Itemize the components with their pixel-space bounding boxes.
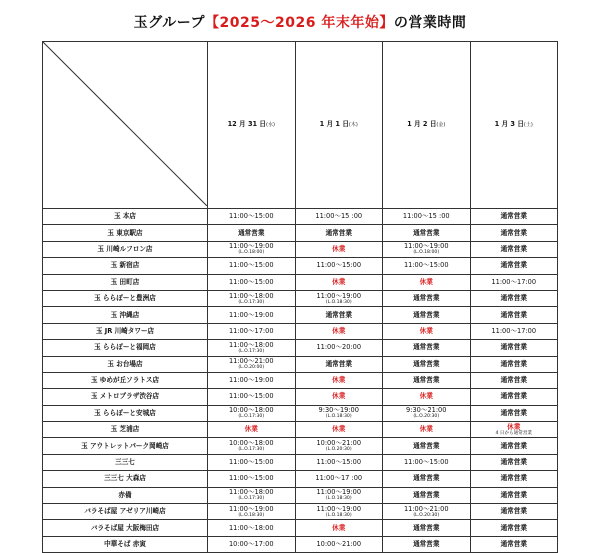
- store-name: 玉 本店: [43, 209, 208, 225]
- hours-text: 11:00～15:00: [403, 261, 449, 270]
- hours-text: 通常営業: [500, 507, 527, 516]
- hours-text: 11:00～19:00: [316, 488, 362, 497]
- schedule-table: [42, 41, 558, 553]
- hours-cell: [470, 340, 558, 356]
- table-row: [43, 471, 558, 487]
- hours-cell: [470, 323, 558, 339]
- hours-text: 通常営業: [500, 376, 527, 385]
- table-row: [43, 422, 558, 438]
- hours-cell: [383, 290, 471, 306]
- hours-cell: [383, 241, 471, 257]
- store-name: 玉 東京駅店: [43, 225, 208, 241]
- hours-cell: [295, 405, 383, 421]
- table-row: [43, 307, 558, 323]
- hours-text: 11:00～21:00: [228, 357, 274, 366]
- title-suffix: の営業時間: [393, 15, 467, 31]
- hours-cell: [208, 241, 296, 257]
- hours-cell: [295, 225, 383, 241]
- hours-text: 休業: [419, 392, 433, 401]
- hours-cell: [470, 536, 558, 552]
- table-row: [43, 372, 558, 388]
- hours-text: 通常営業: [500, 392, 527, 401]
- hours-text: 休業: [507, 422, 521, 431]
- hours-cell: [383, 340, 471, 356]
- hours-cell: [470, 290, 558, 306]
- store-name: 玉 ららぽーと豊洲店: [43, 290, 208, 306]
- table-row: [43, 258, 558, 274]
- store-name: バラそば屋 アゼリア川崎店: [43, 504, 208, 520]
- hours-cell: [208, 290, 296, 306]
- hours-cell: [383, 487, 471, 503]
- hours-text: 11:00～15 :00: [315, 212, 363, 221]
- last-order-note: (L.O.20:30): [413, 414, 440, 420]
- hours-text: 11:00～15:00: [228, 277, 274, 286]
- hours-text: 休業: [332, 277, 346, 286]
- hours-cell: [383, 307, 471, 323]
- hours-cell: [208, 209, 296, 225]
- hours-text: 通常営業: [413, 523, 440, 532]
- hours-cell: [295, 422, 383, 438]
- hours-text: 休業: [332, 523, 346, 532]
- hours-text: 通常営業: [413, 490, 440, 499]
- hours-cell: [295, 454, 383, 470]
- hours-cell: [383, 389, 471, 405]
- hours-text: 休業: [332, 376, 346, 385]
- header-row: [43, 42, 558, 209]
- hours-text: 休業: [419, 326, 433, 335]
- hours-cell: [295, 504, 383, 520]
- hours-text: 通常営業: [500, 244, 527, 253]
- last-order-note: (L.O.18:30): [325, 414, 352, 420]
- hours-cell: [295, 323, 383, 339]
- hours-cell: [208, 454, 296, 470]
- hours-text: 11:00～17:00: [491, 277, 537, 286]
- hours-text: 通常営業: [413, 228, 440, 237]
- hours-cell: [208, 389, 296, 405]
- hours-cell: [383, 422, 471, 438]
- hours-cell: [208, 356, 296, 372]
- table-row: [43, 340, 558, 356]
- hours-cell: [295, 372, 383, 388]
- hours-cell: [470, 422, 558, 438]
- hours-cell: [470, 241, 558, 257]
- hours-text: 10:00～18:00: [228, 439, 274, 448]
- hours-cell: [470, 356, 558, 372]
- hours-cell: [470, 274, 558, 290]
- hours-text: 11:00～19:00: [228, 376, 274, 385]
- hours-cell: [208, 372, 296, 388]
- hours-text: 通常営業: [500, 490, 527, 499]
- store-name: 玉 ゆめが丘ソラトス店: [43, 372, 208, 388]
- hours-text: 11:00～15:00: [228, 392, 274, 401]
- hours-text: 休業: [244, 425, 258, 434]
- hours-cell: [383, 274, 471, 290]
- store-name: 玉 メトロプラザ渋谷店: [43, 389, 208, 405]
- hours-cell: [295, 471, 383, 487]
- table-row: [43, 454, 558, 470]
- hours-text: 通常営業: [500, 408, 527, 417]
- header-date-4: 1 月 3 日(土): [470, 42, 558, 209]
- hours-cell: [208, 471, 296, 487]
- hours-cell: [295, 356, 383, 372]
- hours-text: 10:00～21:00: [316, 439, 362, 448]
- hours-text: 通常営業: [500, 474, 527, 483]
- table-row: [43, 225, 558, 241]
- hours-cell: [208, 340, 296, 356]
- hours-text: 通常営業: [500, 310, 527, 319]
- page-title: [0, 12, 600, 32]
- hours-cell: [383, 536, 471, 552]
- store-name: 玉 アウトレットパーク岡崎店: [43, 438, 208, 454]
- hours-cell: [295, 274, 383, 290]
- store-name: 玉 川崎ルフロン店: [43, 241, 208, 257]
- hours-text: 通常営業: [500, 441, 527, 450]
- table-row: [43, 438, 558, 454]
- hours-text: 休業: [419, 425, 433, 434]
- hours-text: 通常営業: [325, 310, 352, 319]
- last-order-note: (L.O.17:30): [238, 447, 265, 453]
- hours-text: 11:00～18:00: [228, 488, 274, 497]
- hours-text: 通常営業: [413, 343, 440, 352]
- hours-text: 11:00～19:00: [316, 291, 362, 300]
- hours-cell: [470, 372, 558, 388]
- hours-text: 休業: [332, 392, 346, 401]
- hours-text: 10:00～17:00: [228, 540, 274, 548]
- hours-cell: [295, 340, 383, 356]
- hours-cell: [470, 471, 558, 487]
- last-order-note: (L.O.20:00): [238, 365, 265, 371]
- hours-text: 11:00～15:00: [403, 458, 449, 467]
- hours-cell: [470, 438, 558, 454]
- hours-cell: [383, 258, 471, 274]
- title-period: 【2025～2026 年末年始】: [205, 15, 394, 31]
- store-name: 玉 ららぽーと安城店: [43, 405, 208, 421]
- hours-cell: [295, 389, 383, 405]
- diagonal-line: [43, 42, 207, 206]
- last-order-note: (L.O.17:30): [238, 299, 265, 305]
- hours-cell: [295, 290, 383, 306]
- hours-cell: [470, 209, 558, 225]
- hours-text: 9:30～19:00: [318, 406, 359, 415]
- last-order-note: 4 日から通常営業: [495, 430, 533, 436]
- store-name: 玉 沖縄店: [43, 307, 208, 323]
- store-name: バラそば屋 大阪梅田店: [43, 520, 208, 536]
- last-order-note: (L.O.20:30): [413, 512, 440, 518]
- table-row: [43, 520, 558, 536]
- store-name: 玉 新宿店: [43, 258, 208, 274]
- table-row: [43, 536, 558, 552]
- last-order-note: (L.O.20:30): [325, 447, 352, 453]
- hours-text: 11:00～15 :00: [402, 212, 450, 221]
- corner-cell: [43, 42, 208, 209]
- last-order-note: (L.O.18:30): [325, 512, 352, 518]
- hours-text: 通常営業: [500, 343, 527, 352]
- table-row: [43, 356, 558, 372]
- hours-cell: [383, 372, 471, 388]
- header-date-2: 1 月 1 日(木): [295, 42, 383, 209]
- hours-cell: [383, 405, 471, 421]
- hours-text: 10:00～18:00: [228, 406, 274, 415]
- hours-text: 休業: [419, 277, 433, 286]
- hours-text: 通常営業: [413, 540, 440, 548]
- hours-cell: [208, 323, 296, 339]
- hours-text: 11:00～15:00: [228, 212, 274, 221]
- hours-text: 11:00～21:00: [403, 504, 449, 513]
- title-prefix: 玉グループ: [133, 15, 206, 31]
- hours-text: 通常営業: [325, 228, 352, 237]
- hours-cell: [383, 356, 471, 372]
- hours-cell: [295, 209, 383, 225]
- hours-text: 11:00～19:00: [228, 504, 274, 513]
- hours-text: 通常営業: [413, 294, 440, 303]
- hours-text: 通常営業: [413, 441, 440, 450]
- hours-text: 通常営業: [500, 212, 527, 221]
- hours-text: 11:00～15:00: [228, 458, 274, 467]
- store-name: 玉 お台場店: [43, 356, 208, 372]
- hours-text: 休業: [332, 326, 346, 335]
- hours-text: 通常営業: [500, 261, 527, 270]
- hours-cell: [208, 307, 296, 323]
- hours-text: 通常営業: [500, 359, 527, 368]
- hours-cell: [383, 438, 471, 454]
- store-name: 玉 ららぽーと福岡店: [43, 340, 208, 356]
- hours-text: 11:00～20:00: [316, 343, 362, 352]
- last-order-note: (L.O.17:30): [238, 348, 265, 354]
- hours-text: 通常営業: [238, 228, 265, 237]
- hours-text: 通常営業: [500, 523, 527, 532]
- store-name: 玉 田町店: [43, 274, 208, 290]
- hours-cell: [470, 487, 558, 503]
- hours-cell: [295, 258, 383, 274]
- store-name: 赤備: [43, 487, 208, 503]
- hours-cell: [208, 405, 296, 421]
- hours-cell: [208, 274, 296, 290]
- schedule-rows: [43, 209, 558, 553]
- hours-cell: [383, 471, 471, 487]
- hours-cell: [470, 225, 558, 241]
- hours-cell: [295, 487, 383, 503]
- hours-text: 11:00～18:00: [228, 523, 274, 532]
- store-name: 三三七: [43, 454, 208, 470]
- hours-text: 11:00～19:00: [228, 310, 274, 319]
- hours-text: 11:00～19:00: [316, 504, 362, 513]
- store-name: 玉 芝浦店: [43, 422, 208, 438]
- hours-text: 11:00～15:00: [316, 261, 362, 270]
- hours-cell: [470, 454, 558, 470]
- table-row: [43, 290, 558, 306]
- last-order-note: (L.O.18:30): [238, 512, 265, 518]
- hours-text: 通常営業: [413, 474, 440, 483]
- hours-cell: [208, 258, 296, 274]
- hours-cell: [208, 225, 296, 241]
- hours-cell: [208, 438, 296, 454]
- hours-cell: [383, 520, 471, 536]
- hours-text: 9:30～21:00: [406, 406, 447, 415]
- hours-cell: [470, 389, 558, 405]
- hours-text: 11:00～15:00: [228, 474, 274, 483]
- hours-cell: [295, 241, 383, 257]
- hours-text: 11:00～17:00: [491, 326, 537, 335]
- hours-cell: [295, 520, 383, 536]
- hours-cell: [208, 520, 296, 536]
- last-order-note: (L.O.18:00): [238, 250, 265, 256]
- hours-text: 通常営業: [500, 228, 527, 237]
- hours-text: 通常営業: [413, 359, 440, 368]
- hours-text: 11:00～18:00: [228, 340, 274, 349]
- hours-text: 通常営業: [500, 540, 527, 548]
- hours-text: 11:00～15:00: [228, 261, 274, 270]
- hours-cell: [208, 536, 296, 552]
- hours-cell: [208, 504, 296, 520]
- hours-cell: [208, 422, 296, 438]
- table-row: [43, 209, 558, 225]
- hours-text: 11:00～15:00: [316, 458, 362, 467]
- hours-text: 休業: [332, 244, 346, 253]
- hours-text: 11:00～17:00: [228, 326, 274, 335]
- last-order-note: (L.O.18:30): [325, 496, 352, 502]
- last-order-note: (L.O.17:30): [238, 496, 265, 502]
- hours-text: 11:00～17 :00: [315, 474, 363, 483]
- store-name: 三三七 大森店: [43, 471, 208, 487]
- table-row: [43, 323, 558, 339]
- hours-text: 11:00～18:00: [228, 291, 274, 300]
- hours-cell: [383, 454, 471, 470]
- table-row: [43, 274, 558, 290]
- table-row: [43, 389, 558, 405]
- hours-cell: [470, 258, 558, 274]
- store-name: 玉 JR 川崎タワー店: [43, 323, 208, 339]
- table-row: [43, 405, 558, 421]
- hours-text: 10:00～21:00: [316, 540, 362, 548]
- hours-text: 通常営業: [325, 359, 352, 368]
- last-order-note: (L.O.18:00): [413, 250, 440, 256]
- hours-text: 休業: [332, 425, 346, 434]
- table-row: [43, 487, 558, 503]
- hours-cell: [383, 504, 471, 520]
- hours-text: 11:00～19:00: [228, 242, 274, 251]
- hours-cell: [383, 323, 471, 339]
- hours-cell: [470, 520, 558, 536]
- header-date-3: 1 月 2 日(金): [383, 42, 471, 209]
- hours-text: 通常営業: [500, 458, 527, 467]
- last-order-note: (L.O.18:30): [325, 299, 352, 305]
- last-order-note: (L.O.17:30): [238, 414, 265, 420]
- table-row: [43, 504, 558, 520]
- store-name: 中華そば 赤寅: [43, 536, 208, 552]
- hours-cell: [295, 438, 383, 454]
- hours-text: 11:00～19:00: [403, 242, 449, 251]
- hours-text: 通常営業: [500, 294, 527, 303]
- hours-cell: [470, 307, 558, 323]
- hours-cell: [383, 225, 471, 241]
- header-date-1: 12 月 31 日(水): [208, 42, 296, 209]
- hours-cell: [295, 307, 383, 323]
- hours-cell: [470, 405, 558, 421]
- hours-text: 通常営業: [413, 310, 440, 319]
- hours-cell: [470, 504, 558, 520]
- table-row: [43, 241, 558, 257]
- hours-cell: [208, 487, 296, 503]
- hours-cell: [383, 209, 471, 225]
- hours-text: 通常営業: [413, 376, 440, 385]
- hours-cell: [295, 536, 383, 552]
